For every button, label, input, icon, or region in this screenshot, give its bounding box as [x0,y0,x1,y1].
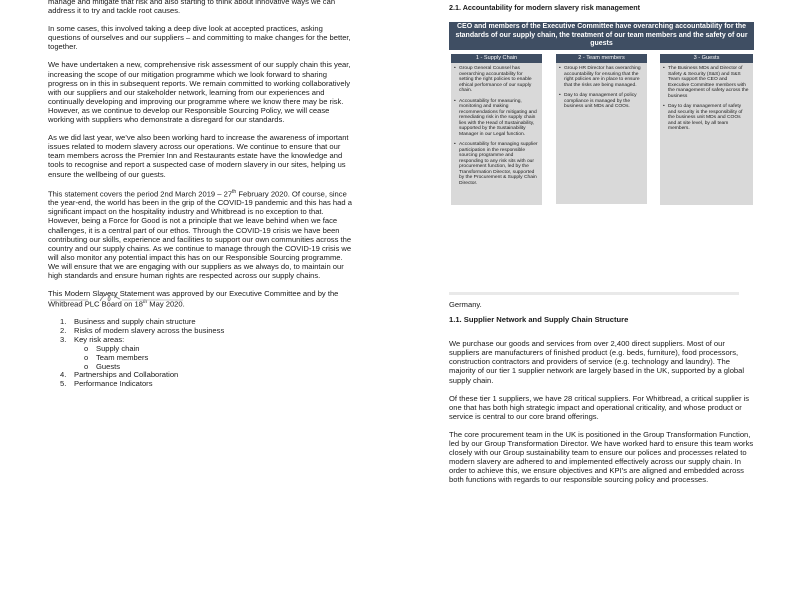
list-item: 2. Risks of modern slavery across the business [60,325,225,335]
section-heading-supplier-network: 1.1. Supplier Network and Supply Chain Structure [449,315,629,325]
contents-list [60,318,360,389]
column-bullet: • Day to day management of policy compliance is managed by the business unit MDs and COOs. [564,93,643,110]
paragraph-risk-assessment: We have undertaken a new, comprehensive risk assessment of our supply chain this year, increasing the scope of our mitigation programme which we look forward to sharing progress on in this in subsequent reports. We remain committed to working collaboratively with our suppliers and our stakeholder network, learning from our experiences and continually developing and improving our programme where we know there may be risk. However, as we continue to develop our Responsible Sourcing Policy, we will cease working with suppliers who demonstrate a disregard for our standards. [48,60,351,125]
section-heading-accountability: 2.1. Accountability for modern slavery risk management [449,3,641,12]
right-page-body [449,300,754,494]
paragraph-deep-dive: In some cases, this involved taking a deep dive look at accepted practices, asking questions of ourselves and our suppliers – and committing to make changes for the better, together. [48,24,351,52]
cut-off-line: Germany. [449,300,482,309]
paragraph-covid-period: This statement covers the period 2nd March 2019 – 27th February 2020. Of course, since the year-end, the world has been in the grip of the COVID-19 pandemic and this has had a significant impact on the hospitality industry and Whitbread is no exception to that. However, being a Force for Good is not a principle that we leave behind when we face challenges, it is a central part of our ethos. Through the COVID-19 crisis we have been contributing our skills, experience and facilities to support our own communities across the country and our supply chains. As we continue to manage through the COVID-19 crisis we will also monitor any potential impact this has on our Responsible Sourcing programme. We will ensure that we are engaging with our suppliers as we always do, to maintain our high standards and ensure human rights are respected across our supply chains. [48,188,352,280]
paragraph-suppliers: We purchase our goods and services from over 2,400 direct suppliers. Most of our suppliers are manufacturers of finished product (e.g. beds, furniture), food processors, construction contractors and providers of service (e.g. technology and laundry). The majority of our tier 1 supplier network are largely based in the UK, supported by a global supply chain. [449,339,745,385]
paragraph-awareness: As we did last year, we’ve also been working hard to increase the awareness of important issues related to modern slavery across our operations. We continue to ensure that our team members across the Premier Inn and Restaurants estate have the knowledge and tools to recognise and report a suspected case of modern slavery in our sites, helping us ensure the wellbeing of our guests. [48,133,349,179]
column-bullet: • Group HR Director has overarching accountability for ensuring that the right policies are in place to ensure that the risks are being managed. [564,66,643,88]
column-bullet: • Accountability for managing supplier participation in the responsible sourcing programme and responding to any risk sits with our procurement function, led by the Transformation Director, supported by the Procurement & Supply Chain Director. [459,142,538,186]
right-page-top [449,0,754,12]
column-guests [660,54,753,205]
column-title: 1 - Supply Chain [451,54,542,63]
paragraph-procurement-team: The core procurement team in the UK is positioned in the Group Transformation Function, led by our Group Transformation Director. We have worked hard to ensure this team works closely with our Group sustainability team to ensure our polices and processes related to modern slavery are adhered to and implemented effectively across our supply chain. In order to achieve this, we ensure objectives and KPI’s are aligned and embedded across both functions with regards to our responsible sourcing policy and processes. [449,429,754,485]
cropped-text-strip [449,292,739,295]
column-bullet: • Group General Counsel has overarching accountability for setting the right policies to enable ethical performance of our supply chain. [459,66,538,94]
list-subitem: o Supply chain [84,343,140,353]
list-subitem: o Guests [84,361,121,371]
list-item: 5. Performance Indicators [60,379,153,389]
paragraph-critical-suppliers: Of these tier 1 suppliers, we have 28 critical suppliers. For Whitbread, a critical supplier is one that has both high strategic impact and operational criticality, and whose product or service is central to our core brand offerings. [449,393,750,421]
paragraph-approval: This Modern Slavery Statement was approved by our Executive Committee and by the Whitbread PLC Board on 18th May 2020. [48,289,339,309]
accountability-banner: CEO and members of the Executive Committee have overarching accountability for the standards of our supply chain, the treatment of our team members and the safety of our guests [449,22,754,50]
column-bullet: • Accountability for measuring, monitoring and making recommendations for mitigating and remediating risk in the supply chain lies with the Head of Sustainability, supported by the Sustainability Manager in our Legal function. [459,99,538,138]
column-title: 2 - Team members [556,54,647,63]
signature-scribble [48,290,188,304]
list-subitem: o Team members [84,352,149,362]
list-item: 3. Key risk areas: [60,334,125,344]
column-bullet: • Day to day management of safety and security is the responsibility of the business unit MDs and COOs and at site level, by all team members. [668,104,749,132]
column-supply-chain [451,54,542,205]
column-title: 3 - Guests [660,54,753,63]
left-page-body [48,0,353,318]
list-item: 1. Business and supply chain structure [60,317,196,326]
column-team-members [556,54,647,204]
paragraph-intro-continued: manage and mitigate that risk and also starting to think about innovative ways we can address it to try and tackle root causes. [48,0,336,16]
column-bullet: • The Business MDs and Director of Safety & Security (S&S) and S&S Team support the CEO and Executive Committee members with the management of safety across the business [668,66,749,99]
list-item: 4. Partnerships and Collaboration [60,370,179,380]
